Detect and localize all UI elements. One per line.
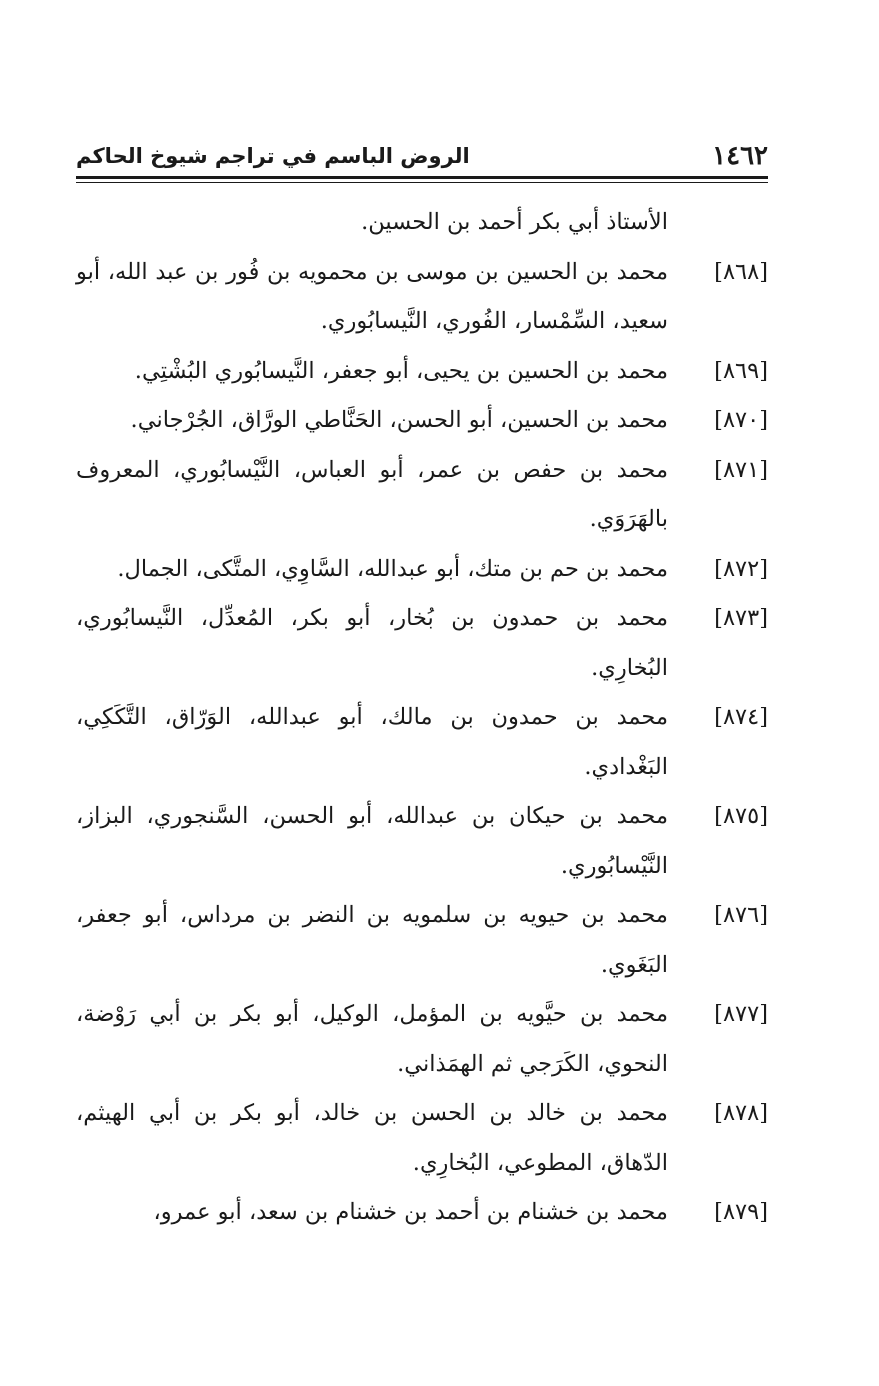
entry-text: محمد بن الحسين بن موسى بن محمويه بن فُور بن عبد الله، أبو سعيد، السِّمْسار، الفُوري، النَّيسابُوري.: [76, 258, 668, 334]
biography-entry: [76, 396, 768, 446]
biography-entry: [76, 990, 768, 1089]
page-body: [76, 198, 768, 1238]
entry-text: محمد بن حمدون بن مالك، أبو عبدالله، الوَرّاق، التَّكَكِي، البَغْدادي.: [76, 704, 668, 780]
entry-number: [٨٦٨]: [714, 258, 768, 285]
page-header: [76, 140, 768, 170]
continuation-line: الأستاذ أبي بكر أحمد بن الحسين.: [361, 209, 668, 235]
biography-entry: [76, 693, 768, 792]
entry-text: محمد بن حمدون بن بُخار، أبو بكر، المُعدِّل، النَّيسابُوري، البُخارِي.: [76, 605, 668, 681]
entry-text: محمد بن حم بن متك، أبو عبدالله، السَّاوِي، المتَّكى، الجمال.: [117, 555, 668, 582]
biography-entry: [76, 594, 768, 693]
entry-text: محمد بن الحسين بن يحيى، أبو جعفر، النَّيسابُوري البُشْتِي.: [134, 357, 668, 384]
biography-entry: [76, 347, 768, 397]
biography-entry: [76, 1089, 768, 1188]
header-rule-thin: [76, 182, 768, 183]
entry-text: محمد بن الحسين، أبو الحسن، الحَنَّاطي الورَّاق، الجُرْجاني.: [130, 407, 668, 433]
entry-number: [٨٧٥]: [714, 803, 768, 829]
entry-text: محمد بن حفص بن عمر، أبو العباس، النَّيْسابُوري، المعروف بالهَرَوَي.: [76, 456, 668, 532]
entry-number: [٨٧٠]: [714, 407, 768, 433]
entry-number: [٨٧١]: [714, 456, 768, 483]
entry-text: محمد بن خشنام بن أحمد بن خشنام بن سعد، أبو عمرو،: [153, 1199, 668, 1225]
biography-entry: [76, 1188, 768, 1238]
entry-number: [٨٧٢]: [714, 555, 768, 582]
entry-number: [٨٧٩]: [714, 1199, 768, 1225]
biography-entry: [76, 545, 768, 595]
entry-number: [٨٧٣]: [714, 605, 768, 631]
entry-text: محمد بن حيكان بن عبدالله، أبو الحسن، السَّنجوري، البزاز، النَّيْسابُوري.: [76, 803, 668, 879]
entry-number: [٨٧٦]: [714, 902, 768, 928]
entry-text: محمد بن حيَّويه بن المؤمل، الوكيل، أبو بكر بن أبي رَوْضة، النحوي، الكَرَجي ثم الهمَذاني.: [76, 1001, 668, 1077]
header-rule-thick: [76, 176, 768, 179]
entry-number: [٨٧٨]: [714, 1100, 768, 1126]
biography-entry: [76, 446, 768, 545]
biography-entry: [76, 891, 768, 990]
biography-entry: [76, 792, 768, 891]
entry-text: محمد بن خالد بن الحسن بن خالد، أبو بكر بن أبي الهيثم، الدّهاق، المطوعي، البُخارِي.: [76, 1100, 668, 1176]
page-number: ١٤٦٢: [712, 141, 768, 171]
entry-number: [٨٧٤]: [714, 704, 768, 730]
entry-number: [٨٦٩]: [714, 357, 768, 384]
entry-text: محمد بن حيويه بن سلمويه بن النضر بن مرداس، أبو جعفر، البَغَوي.: [76, 902, 668, 978]
biography-entry: [76, 248, 768, 347]
entry-number: [٨٧٧]: [714, 1001, 768, 1027]
running-title: الروض الباسم في تراجم شيوخ الحاكم: [76, 144, 470, 168]
